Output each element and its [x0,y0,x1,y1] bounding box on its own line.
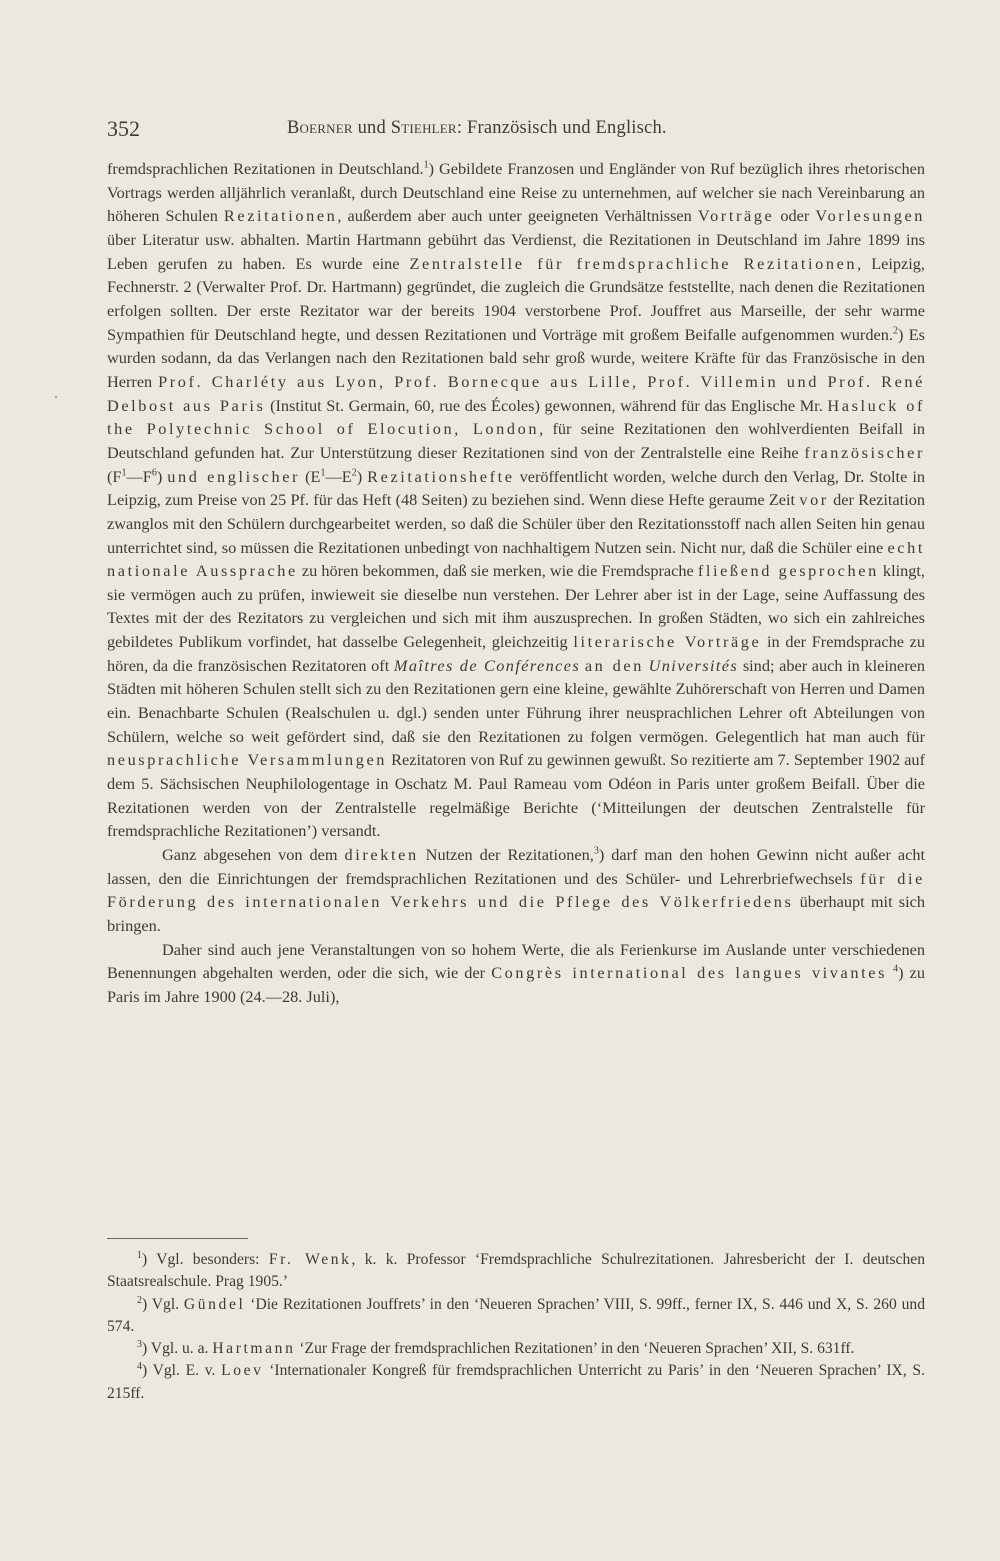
spaced-text: vor [799,490,829,510]
footnote-1 [107,1249,925,1294]
footnote-ref: 4 [893,963,899,975]
spaced-text: literarische Vorträge [573,632,762,652]
paragraph [107,938,925,1009]
spaced-text: und englischer [167,466,301,486]
text: ) Vgl. besonders: [142,1251,269,1268]
page-number: 352 [107,116,140,141]
footnote-4 [107,1360,925,1405]
text: ) [356,466,368,486]
text: , für seine Rezitationen den wohlverdienten Beifall in Deutschland gefunden hat. Zur Unterstützung dieser Rezitationen sind von der Zentralstelle eine Reihe [107,419,925,462]
footnote-2 [107,1294,925,1339]
text: veröffentlicht worden, welche durch den Verlag, Dr. Stolte in Leipzig, zum Preise von 25 Pf. für das Heft (48 Seiten) zu beziehen sind. Wenn diese Hefte geraume Zeit [107,466,926,510]
footnote-number: 2 [137,1294,142,1306]
footnote-ref: 1 [423,159,429,171]
text: ) Gebildete Franzosen und Engländer von Ruf bezüglich ihres rhetorischen Vortrags werden alljährlich veranlaßt, durch Deutschland eine Reise zu unternehmen, auf welcher sie nach Vereinbarung an höheren Schulen [107,159,925,226]
paragraph [107,157,925,843]
text: ) Vgl. u. a. [142,1340,213,1358]
spaced-text: Rezitationen [223,206,338,226]
text: ) darf man den hohen Gewinn nicht außer acht lassen, den die Einrichtungen der fremdsprachlichen Rezitationen und des Schüler- und Lehrerbriefwechsels [107,845,926,888]
spaced-text: Hartmann [212,1340,296,1358]
text: klingt, sie vermögen auch zu prüfen, inwieweit sie dieselbe nun verstehen. Der Lehrer aber ist in der Lage, seine Auffassung des Textes mit der des Rezitators zu vergleichen und sich mit ihm auszusprechen. In großen Städten, wo sich ein zahlreiches gebildetes Publikum vorfindet, hat dasselbe Gelegenheit, gleichzeitig [107,561,925,652]
text: , außerdem aber auch unter geeigneten Verhältnissen [337,206,698,226]
main-text [107,157,925,1009]
spaced-text: Zentralstelle für fremdsprachliche Rezitationen [409,253,858,273]
italic-text: Maîtres de Conférences [393,655,581,675]
text: in der Fremdsprache zu hören, da die französischen Rezitatoren oft [107,632,925,675]
text: der Rezitation zwanglos mit den Schülern durchgearbeitet werden, so daß die Schüler über den Rezitationsstoff nach allen Seiten hin genau unterrichtet sind, so müssen die Rezitationen unbedingt von nachhaltigem Nutzen sein. Nicht nur, daß die Schüler eine [107,490,926,557]
footnote-ref: 3 [593,845,599,857]
footnote-rule [107,1238,248,1239]
spaced-text: Congrès international des langues vivantes [491,963,888,983]
text: Daher sind auch jene Veranstaltungen von so hohem Werte, die als Ferienkurse im Auslande unter verschiedenen Benennungen abgehalten werden, oder die sich, wie der [107,939,925,983]
text: ) Vgl. E. v. [142,1362,222,1380]
spaced-text: Hasluck of the Polytechnic School of Elocution, London [107,395,925,439]
text: —F [126,466,152,486]
text: oder [774,206,816,226]
text: überhaupt mit sich bringen. [107,892,926,935]
footnote-number: 3 [137,1339,142,1350]
page-speck [55,396,57,398]
text: über Literatur usw. abhalten. Martin Hartmann gebührt das Verdienst, die Rezitationen in Deutschland im Jahre 1899 ins Leben gerufen zu haben. Es wurde eine [107,229,925,273]
footnote-3 [107,1338,925,1360]
footnote-number: 1 [137,1249,142,1261]
spaced-text: fließend gesprochen [697,561,879,581]
page-header [107,116,925,146]
text: ) Es wurden sodann, da das Verlangen nach den Rezitationen bald sehr groß wurde, weitere Kräfte für das Französische in den Herren [107,324,925,391]
spaced-text: Loev [221,1362,264,1380]
spaced-text: Gündel [183,1295,246,1313]
superscript: 6 [151,467,157,479]
spaced-text: neusprachliche Versammlungen [107,750,388,770]
spaced-text: Fr. Wenk [268,1251,352,1268]
text: —E [325,466,352,486]
text: Nutzen der Rezitationen, [418,845,594,865]
text: (Institut St. Germain, 60, rue des Écoles) gewonnen, während für das Englische Mr. [265,395,828,415]
spaced-text: französischer [804,442,925,462]
text: ) zu Paris im Jahre 1900 (24.—28. Juli), [107,963,925,1006]
running-title [287,118,667,139]
text: ) Vgl. [142,1295,184,1313]
spaced-text: an den [584,655,644,675]
footnote-number: 4 [137,1361,142,1373]
spaced-text: für die Förderung des internationalen Verkehrs und die Pflege des Völkerfriedens [107,868,925,912]
author-name: Stiehler [390,118,457,138]
text: ‘Zur Frage der fremdsprachlichen Rezitationen’ in den ‘Neueren Sprachen’ XII, S. 631ff. [295,1340,855,1358]
superscript: 2 [351,467,357,479]
spaced-text: Vorlesungen [815,206,926,226]
text: ‘Die Rezitationen Jouffrets’ in den ‘Neueren Sprachen’ VIII, S. 99ff., ferner IX, S. 446 und X, S. 260 und 574. [107,1295,926,1335]
text: , k. k. Professor ‘Fremdsprachliche Schulrezitationen. Jahresbericht der I. deutschen Staatsrealschule. Prag 1905.’ [107,1251,925,1291]
spaced-text: Rezitationshefte [367,466,515,486]
footnote-ref: 2 [892,325,898,337]
conjunction: und [357,118,386,138]
text: Rezitatoren von Ruf zu gewinnen gewußt. So rezitierte am 7. September 1902 auf dem 5. Sächsischen Neuphilologentage in Oschatz M. Paul Rameau vom Odéon in Paris unter großem Beifall. Über die Rezitationen werden von der Zentralstelle regelmäßige Berichte (‘Mitteilungen der deutschen Zentralstelle für fremdsprachliche Rezitationen’) versandt. [107,750,925,841]
paragraph [107,843,925,938]
superscript: 1 [320,467,326,479]
italic-text: Universités [648,655,739,675]
spaced-text: Prof. Charléty aus Lyon, Prof. Bornecque aus Lille, Prof. Villemin und Prof. René Delbost aus Paris [107,371,926,415]
superscript: 1 [121,467,127,479]
text: zu hören bekommen, daß sie merken, wie die Fremdsprache [297,561,698,581]
author-name: Boerner [287,118,353,138]
text: fremdsprachlichen Rezitationen in Deutschland. [107,159,424,178]
spaced-text: echt nationale Aussprache [107,537,925,581]
spaced-text: direkten [344,845,419,865]
title-text: : Französisch und Englisch. [456,118,667,138]
text: sind; aber auch in kleineren Städten mit höheren Schulen stellt sich zu den Rezitationen gern eine kleine, gewählte Zuhörerschaft von Herren und Damen ein. Benachbarte Schulen (Realschulen u. dgl.) senden unter Führung ihrer neusprachlichen Lehrer oft Abteilungen von Schülern, welche so weit gefördert sind, daß sie den Rezitationen zu folgen vermögen. Gelegentlich hat man auch für [107,655,926,746]
text: Ganz abgesehen von dem [162,845,345,865]
spaced-text: Vorträge [697,206,775,226]
text: (F [107,466,122,486]
text: (E [300,466,321,486]
text: ) [156,466,168,486]
text: ‘Internationaler Kongreß für fremdsprachlichen Unterricht zu Paris’ in den ‘Neueren Sprachen’ IX, S. 215ff. [107,1362,925,1402]
text: , Leipzig, Fechnerstr. 2 (Verwalter Prof. Dr. Hartmann) gegründet, die zugleich die Grundsätze feststellte, nach denen die Rezitationen erfolgen sollten. Der erste Rezitator war der bereits 1904 verstorbene Prof. Jouffret aus Marseille, der sehr warme Sympathien für Deutschland hegte, und dessen Rezitationen und Vorträge mit großem Beifalle aufgenommen wurden. [107,253,925,344]
footnotes [107,1249,925,1405]
